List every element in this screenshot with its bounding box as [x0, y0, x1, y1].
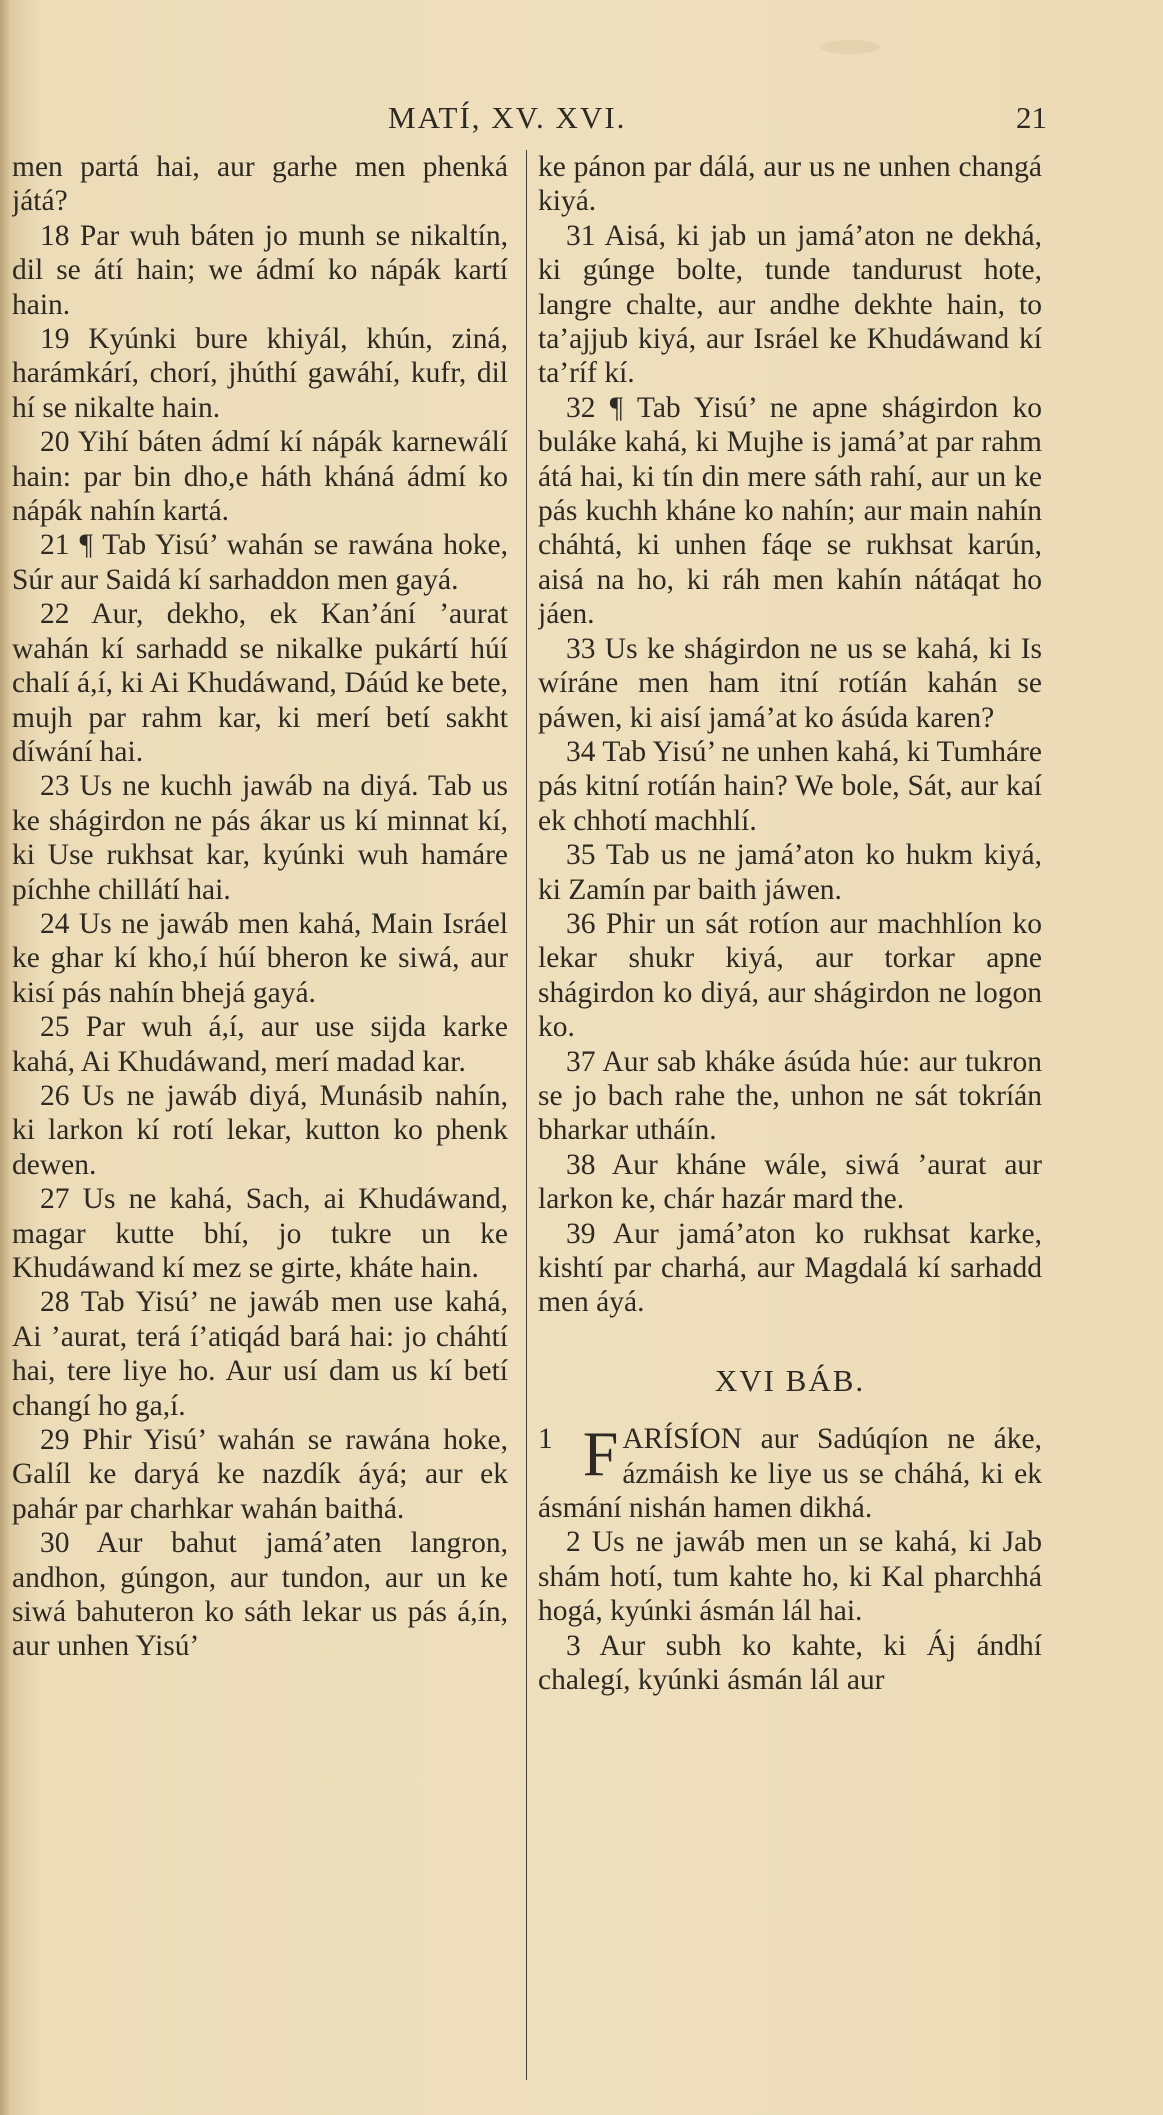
drop-cap: F — [582, 1418, 619, 1490]
verse-33: 33 Us ke shágirdon ne us se kahá, ki Is wíráne men ham itní rotíán kahán se páwen, ki aisí jamá’at ko ásúda karen? — [538, 632, 1042, 734]
verse-39: 39 Aur jamá’aton ko rukhsat karke, kishtí par charhá, aur Magdalá kí sarhadd men áyá. — [538, 1217, 1042, 1319]
verse-36: 36 Phir un sát rotíon aur machhlíon ko lekar shukr kiyá, aur torkar apne shágirdon ko diyá, aur shágirdon ne logon ko. — [538, 907, 1042, 1044]
verse-26: 26 Us ne jawáb diyá, Munásib nahín, ki larkon kí rotí lekar, kutton ko phenk dewen. — [12, 1079, 508, 1181]
verse-continuation: men partá hai, aur garhe men phenká játá? — [12, 151, 508, 218]
page-header — [0, 100, 1163, 140]
page-number: 21 — [1016, 100, 1047, 135]
verse-1 — [538, 1418, 1042, 1525]
verse-20: 20 Yihí báten ádmí kí nápák karnewálí hain: par bin dho,e háth kháná ádmí ko nápák nahín kartá. — [12, 426, 508, 528]
verse-22: 22 Aur, dekho, ek Kan’ání ’aurat wahán kí sarhadd se nikalke pukártí húí chalí á,í, ki Ai Khudáwand, Dáúd ke bete, mujh par rahm kar, ki merí betí sakht díwání hai. — [12, 598, 508, 768]
chapter-heading: XVI BÁB. — [714, 1362, 866, 1398]
verse-37: 37 Aur sab kháke ásúda húe: aur tukron se jo bach rahe the, unhon ne sát tokríán bharkar utháín. — [538, 1045, 1042, 1147]
verse-text: ARÍSÍON aur Sadúqíon ne áke, ázmáish ke liye us se cháhá, ki ek ásmání nishán hamen dikhá. — [538, 1423, 1042, 1525]
verse-19: 19 Kyúnki bure khiyál, khún, ziná, harámkárí, chorí, jhúthí gawáhí, kufr, dil hí se nikalte hain. — [12, 323, 508, 424]
verse-number: 1 — [538, 1423, 553, 1456]
verse-28: 28 Tab Yisú’ ne jawáb men use kahá, Ai ’aurat, terá í’atiqád bará hai: jo cháhtí hai, tere liye ho. Aur usí dam us kí betí changí ho ga,í. — [12, 1286, 508, 1422]
verse-23: 23 Us ne kuchh jawáb na diyá. Tab us ke shágirdon ne pás ákar us kí minnat kí, ki Use rukhsat kar, kyúnki wuh hamáre píchhe chillátí hai. — [12, 770, 508, 906]
verse-32: 32 ¶ Tab Yisú’ ne apne shágirdon ko buláke kahá, ki Mujhe is jamá’at par rahm átá hai, ki tín din mere sáth rahí, aur un ke pás kuchh kháne ko nahín; aur main nahín cháhtá, ki unhen fáqe se rukhsat karún, aisá na ho, ki ráh men kahín nátáqat ho jáen. — [538, 391, 1042, 631]
verse-35: 35 Tab us ne jamá’aton ko hukm kiyá, ki Zamín par baith jáwen. — [538, 839, 1042, 906]
verse-25: 25 Par wuh á,í, aur use sijda karke kahá, Ai Khudáwand, merí madad kar. — [12, 1011, 508, 1078]
left-column — [12, 150, 508, 2080]
verse-3: 3 Aur subh ko kahte, ki Áj ándhí chalegí, kyúnki ásmán lál aur — [538, 1629, 1042, 1697]
page-gutter — [0, 0, 10, 2115]
verse-30: 30 Aur bahut jamá’aten langron, andhon, gúngon, aur tundon, aur un ke siwá bahuteron ko sáth lekar us pás á,ín, aur unhen Yisú’ — [12, 1527, 508, 1663]
verse-29: 29 Phir Yisú’ wahán se rawána hoke, Galíl ke daryá ke nazdík áyá; aur ek pahár par charhkar wahán baithá. — [12, 1424, 508, 1525]
verse-21: 21 ¶ Tab Yisú’ wahán se rawána hoke, Súr aur Saidá kí sarhaddon men gayá. — [12, 529, 508, 596]
verse-27: 27 Us ne kahá, Sach, ai Khudáwand, magar kutte bhí, jo tukre un ke Khudáwand kí mez se girte, kháte hain. — [12, 1183, 508, 1284]
verse-24: 24 Us ne jawáb men kahá, Main Isráel ke ghar kí kho,í húí bheron ke siwá, aur kisí pás nahín bhejá gayá. — [12, 907, 508, 1009]
paper-stain — [820, 40, 880, 54]
verse-18: 18 Par wuh báten jo munh se nikaltín, dil se átí hain; we ádmí ko nápák kartí hain. — [12, 219, 508, 321]
column-divider — [526, 150, 527, 2080]
verse-continuation: ke pánon par dálá, aur us ne unhen changá kiyá. — [538, 151, 1042, 218]
verse-38: 38 Aur kháne wále, siwá ’aurat aur larkon ke, chár hazár mard the. — [538, 1148, 1042, 1216]
verse-2: 2 Us ne jawáb men un se kahá, ki Jab shám hotí, tum kahte ho, ki Kal pharchhá hogá, kyúnki ásmán lál hai. — [538, 1526, 1042, 1628]
verse-34: 34 Tab Yisú’ ne unhen kahá, ki Tumháre pás kitní rotíán hain? We bole, Sát, aur kaí ek chhotí machhlí. — [538, 735, 1042, 837]
verse-31: 31 Aisá, ki jab un jamá’aton ne dekhá, ki gúnge bolte, tunde tandurust hote, langre chalte, aur andhe dekhte hain, to ta’ajjub kiyá, aur Isráel ke Khudáwand kí ta’ríf kí. — [538, 219, 1042, 390]
right-column — [538, 150, 1042, 2090]
running-head: MATÍ, XV. XVI. — [388, 100, 627, 135]
